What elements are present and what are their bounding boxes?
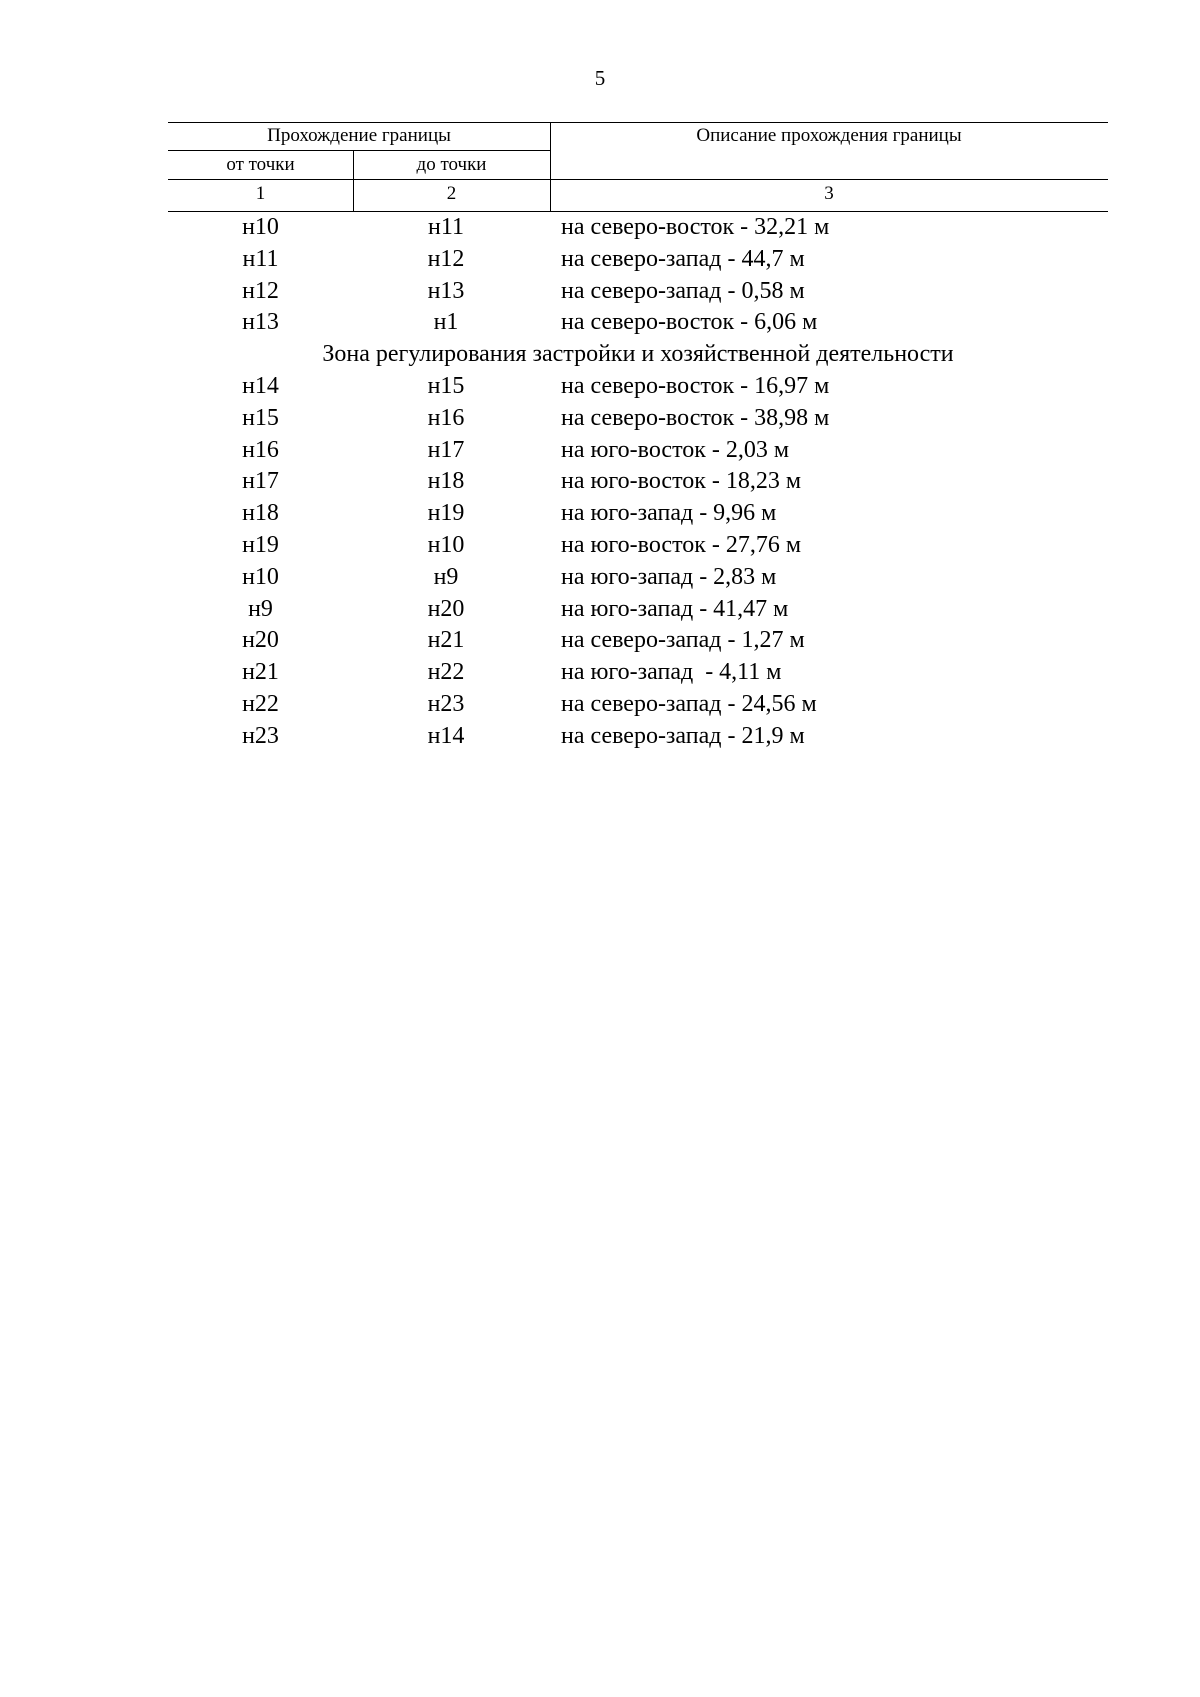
from-point: н15 — [242, 404, 279, 431]
table-row — [168, 466, 1108, 498]
to-point: н16 — [427, 404, 465, 431]
from-point: н18 — [242, 500, 279, 527]
boundary-description: на северо-запад - 0,58 м — [561, 277, 805, 304]
table-row — [168, 498, 1108, 530]
from-point: н21 — [242, 659, 279, 686]
from-point: н23 — [242, 722, 279, 749]
boundary-description: на северо-запад - 24,56 м — [561, 690, 817, 717]
to-point: н12 — [427, 245, 465, 272]
to-point: н9 — [433, 563, 459, 590]
boundary-description: на северо-запад - 1,27 м — [561, 627, 805, 654]
table-row — [168, 276, 1108, 308]
boundary-description: на северо-запад - 21,9 м — [561, 722, 805, 749]
from-point: н16 — [242, 436, 279, 463]
table-row — [168, 657, 1108, 689]
header-to-point: до точки — [416, 154, 487, 175]
to-point: н15 — [427, 372, 465, 399]
from-point: н19 — [242, 531, 279, 558]
to-point: н18 — [427, 468, 465, 495]
table-header — [168, 122, 1108, 212]
from-point: н11 — [242, 245, 279, 272]
to-point: н14 — [427, 722, 465, 749]
boundary-description: на юго-восток - 2,03 м — [561, 436, 790, 463]
table-row — [168, 721, 1108, 753]
boundary-description: на юго-запад - 41,47 м — [561, 595, 789, 622]
from-point: н22 — [242, 690, 279, 717]
to-point: н17 — [427, 436, 465, 463]
boundary-description: на юго-восток - 27,76 м — [561, 531, 802, 558]
to-point: н11 — [428, 214, 464, 240]
to-point: н1 — [433, 309, 459, 336]
header-col-number: 3 — [824, 183, 834, 204]
from-point: н14 — [242, 372, 279, 399]
table-row — [168, 594, 1108, 626]
table-row — [168, 689, 1108, 721]
from-point: н10 — [242, 563, 279, 590]
boundary-description: на северо-восток - 32,21 м — [561, 214, 830, 240]
header-col-number: 2 — [446, 183, 457, 204]
boundary-description: на юго-запад - 4,11 м — [561, 659, 782, 686]
boundary-description: на юго-восток - 18,23 м — [561, 468, 802, 495]
table-row — [168, 625, 1108, 657]
from-point: н20 — [242, 627, 279, 654]
to-point: н22 — [427, 659, 465, 686]
table-row — [168, 530, 1108, 562]
to-point: н23 — [427, 690, 465, 717]
header-description: Описание прохождения границы — [696, 125, 962, 146]
table-row — [168, 244, 1108, 276]
from-point: н13 — [242, 309, 279, 336]
from-point: н10 — [242, 214, 279, 240]
to-point: н13 — [427, 277, 465, 304]
to-point: н19 — [427, 500, 465, 527]
header-divider — [168, 179, 1108, 180]
from-point: н12 — [242, 277, 279, 304]
table-row — [168, 403, 1108, 435]
to-point: н10 — [427, 531, 465, 558]
to-point: н20 — [427, 595, 465, 622]
page-number: 5 — [594, 66, 606, 90]
header-divider — [168, 150, 550, 151]
boundary-description: на северо-восток - 6,06 м — [561, 309, 818, 336]
boundary-description: на юго-запад - 9,96 м — [561, 500, 777, 527]
boundary-description: на северо-запад - 44,7 м — [561, 245, 805, 272]
header-group-title: Прохождение границы — [267, 125, 451, 146]
from-point: н17 — [242, 468, 279, 495]
to-point: н21 — [427, 627, 465, 654]
table-row — [168, 307, 1108, 339]
boundary-description: на северо-восток - 38,98 м — [561, 404, 830, 431]
table-row — [168, 435, 1108, 467]
table-row — [168, 371, 1108, 403]
boundary-table — [168, 122, 1108, 753]
header-col-number: 1 — [255, 183, 266, 204]
header-from-point: от точки — [226, 154, 295, 175]
zone-title: Зона регулирования застройки и хозяйственной деятельности — [322, 341, 954, 368]
from-point: н9 — [248, 595, 273, 622]
boundary-description: на юго-запад - 2,83 м — [561, 563, 777, 590]
table-row — [168, 562, 1108, 594]
table-row — [168, 212, 1108, 244]
table-body — [168, 212, 1108, 753]
boundary-description: на северо-восток - 16,97 м — [561, 372, 830, 399]
